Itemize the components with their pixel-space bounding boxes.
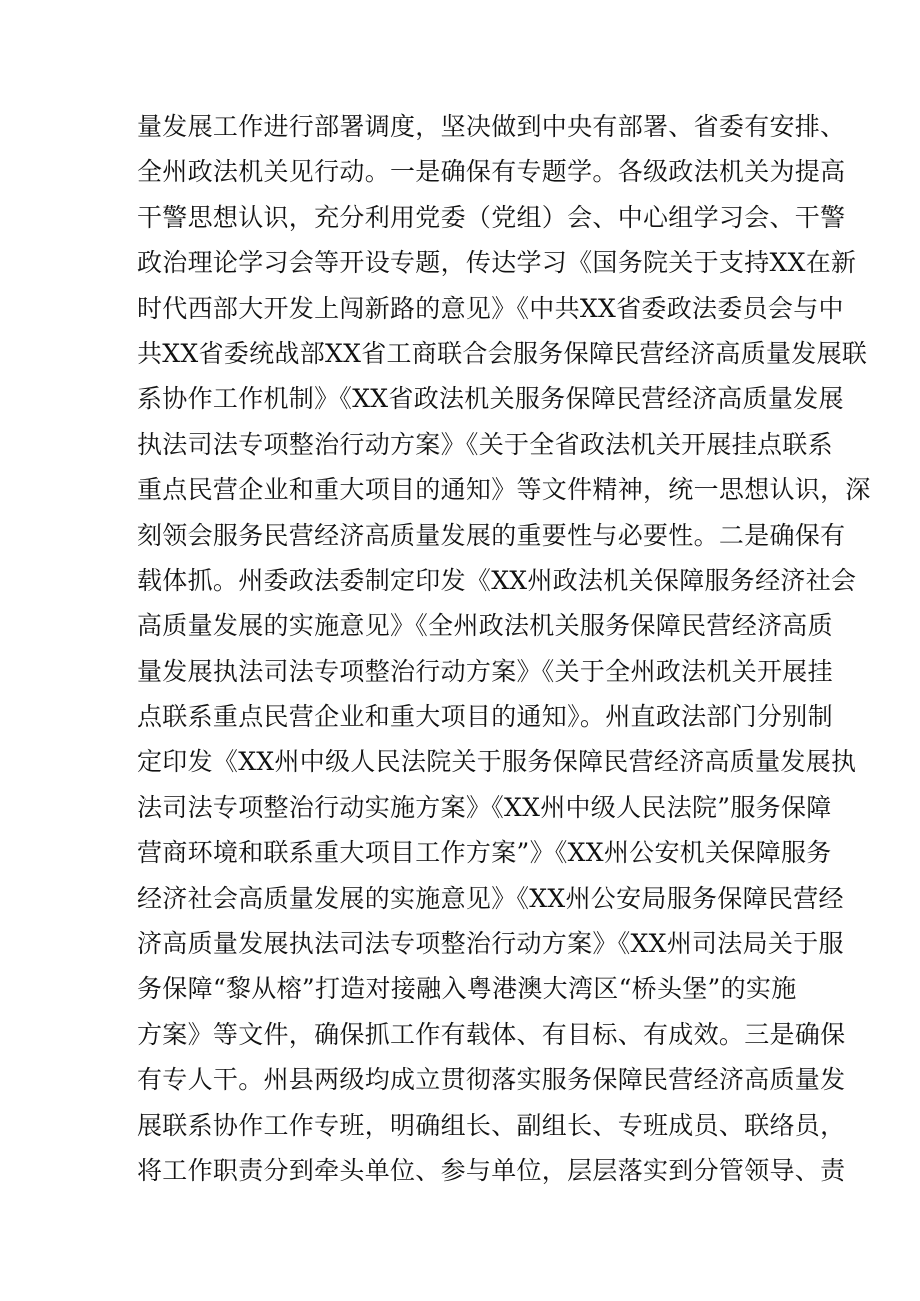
text-line-1: 量发展工作进行部署调度，坚决做到中央有部署、省委有安排、 [137, 112, 846, 141]
text-line-21: 方案》等文件，确保抓工作有载体、有目标、有成效。三是确保 [137, 1019, 846, 1049]
text-line-17: 营商环境和联系重大项目工作方案”》《XX州公安机关保障服务 [137, 838, 832, 868]
text-line-5: 时代西部大开发上闯新路的意见》《中共XX省委政法委员会与中 [137, 293, 844, 323]
text-line-18: 经济社会高质量发展的实施意见》《XX州公安局服务保障民营经 [137, 883, 844, 913]
text-line-12: 高质量发展的实施意见》《全州政法机关服务保障民营经济高质 [137, 611, 833, 641]
text-line-14: 点联系重点民营企业和重大项目的通知》。州直政法部门分别制 [137, 702, 833, 732]
text-line-15: 定印发《XX州中级人民法院关于服务保障民营经济高质量发展执 [137, 747, 857, 777]
body-paragraph [137, 104, 871, 1193]
text-line-2: 全州政法机关见行动。一是确保有专题学。各级政法机关为提高 [137, 157, 846, 187]
text-line-9: 重点民营企业和重大项目的通知》等文件精神，统一思想认识，深 [137, 475, 871, 505]
text-line-6: 共XX省委统战部XX省工商联合会服务保障民营经济高质量发展联 [137, 338, 868, 368]
text-line-11: 载体抓。州委政法委制定印发《XX州政法机关保障服务经济社会 [137, 565, 857, 595]
text-line-22: 有专人干。州县两级均成立贯彻落实服务保障民营经济高质量发 [137, 1065, 846, 1095]
text-line-19: 济高质量发展执法司法专项整治行动方案》《XX州司法局关于服 [137, 929, 844, 959]
text-line-20: 务保障“黎从榕”打造对接融入粤港澳大湾区“桥头堡”的实施 [137, 974, 797, 1004]
text-line-16: 法司法专项整治行动实施方案》《XX州中级人民法院”服务保障 [137, 792, 832, 822]
text-line-4: 政治理论学习会等开设专题，传达学习《国务院关于支持XX在新 [137, 248, 857, 278]
text-line-23: 展联系协作工作专班，明确组长、副组长、专班成员、联络员， [137, 1110, 846, 1140]
text-line-13: 量发展执法司法专项整治行动方案》《关于全州政法机关开展挂 [137, 656, 833, 686]
text-line-7: 系协作工作机制》《XX省政法机关服务保障民营经济高质量发展 [137, 384, 844, 414]
text-line-24: 将工作职责分到牵头单位、参与单位，层层落实到分管领导、责 [137, 1155, 846, 1185]
text-line-8: 执法司法专项整治行动方案》《关于全省政法机关开展挂点联系 [137, 429, 833, 459]
text-line-3: 干警思想认识，充分利用党委（党组）会、中心组学习会、干警 [137, 202, 846, 232]
text-line-10: 刻领会服务民营经济高质量发展的重要性与必要性。二是确保有 [137, 520, 846, 550]
